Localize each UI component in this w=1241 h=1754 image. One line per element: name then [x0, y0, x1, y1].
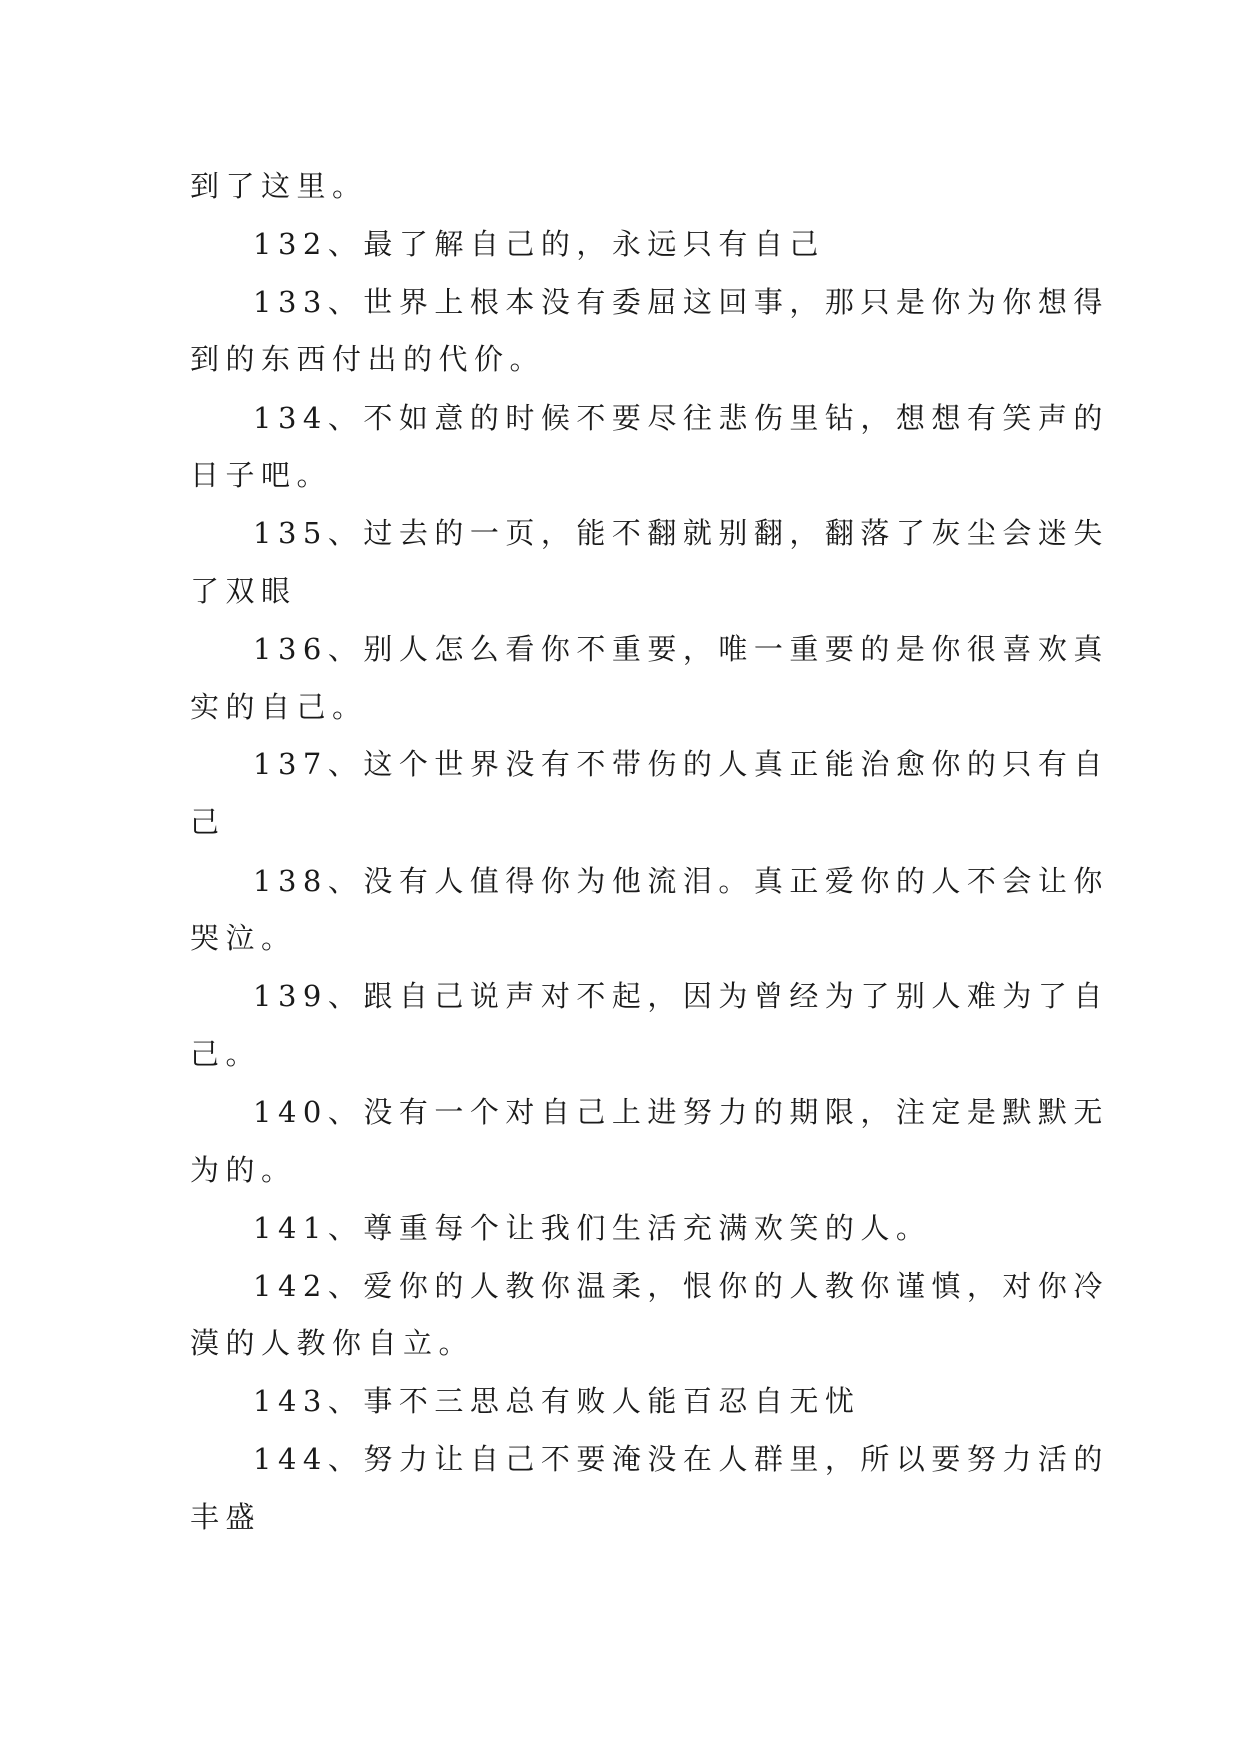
- text-line: 到的东西付出的代价。: [190, 342, 546, 376]
- list-item-135: 135、过去的一页，能不翻就别翻，翻落了灰尘会迷失: [253, 516, 1109, 550]
- text-line: 到了这里。: [190, 169, 368, 203]
- list-item-141: 141、尊重每个让我们生活充满欢笑的人。: [253, 1211, 932, 1245]
- list-item-143: 143、事不三思总有败人能百忍自无忧: [253, 1384, 861, 1418]
- list-item-139: 139、跟自己说声对不起，因为曾经为了别人难为了自: [253, 979, 1109, 1013]
- text-line: 哭泣。: [190, 921, 297, 955]
- text-line: 丰盛: [190, 1500, 262, 1534]
- list-item-144: 144、努力让自己不要淹没在人群里，所以要努力活的: [253, 1442, 1109, 1476]
- text-line: 了双眼: [190, 574, 297, 608]
- text-line: 实的自己。: [190, 690, 368, 724]
- list-item-142: 142、爱你的人教你温柔，恨你的人教你谨慎，对你冷: [253, 1269, 1109, 1303]
- text-line: 日子吧。: [190, 458, 333, 492]
- list-item-140: 140、没有一个对自己上进努力的期限，注定是默默无: [253, 1095, 1109, 1129]
- list-item-137: 137、这个世界没有不带伤的人真正能治愈你的只有自: [253, 747, 1109, 781]
- list-item-133: 133、世界上根本没有委屈这回事，那只是你为你想得: [253, 285, 1109, 319]
- list-item-136: 136、别人怎么看你不重要，唯一重要的是你很喜欢真: [253, 632, 1109, 666]
- text-line: 己: [190, 805, 226, 839]
- list-item-134: 134、不如意的时候不要尽往悲伤里钻，想想有笑声的: [253, 401, 1109, 435]
- text-line: 己。: [190, 1037, 262, 1071]
- list-item-132: 132、最了解自己的，永远只有自己: [253, 227, 825, 261]
- list-item-138: 138、没有人值得你为他流泪。真正爱你的人不会让你: [253, 864, 1109, 898]
- text-line: 为的。: [190, 1153, 297, 1187]
- text-line: 漠的人教你自立。: [190, 1326, 475, 1360]
